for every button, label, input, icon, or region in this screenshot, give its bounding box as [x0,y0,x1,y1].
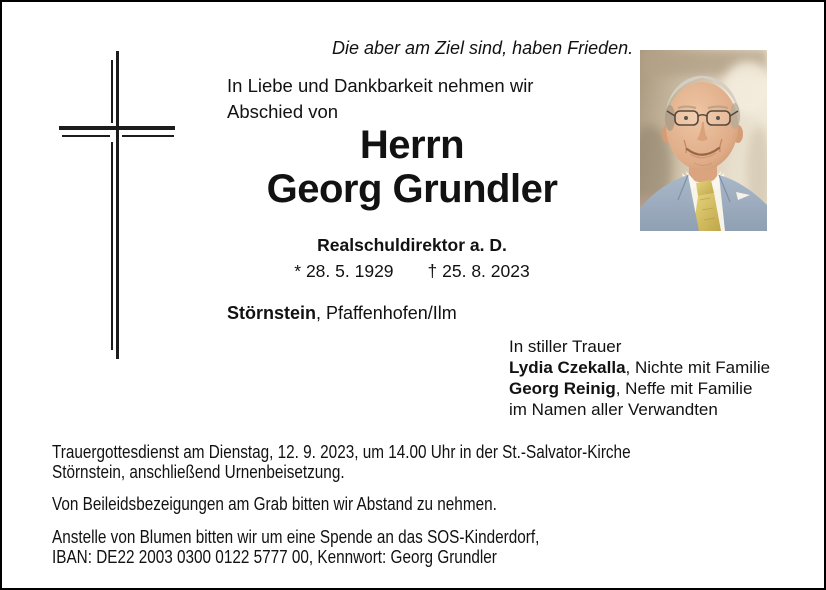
service-line-2: Störnstein, anschließend Urnenbeisetzung. [52,462,345,482]
salutation: Herrn [359,123,465,167]
mourning-closing: im Namen aller Verwandten [509,400,718,419]
mourning-header: In stiller Trauer [509,337,622,356]
mourner-2-name: Georg Reinig [509,379,616,398]
intro-text [227,73,533,125]
mourner-1 [509,357,770,378]
intro-line-1: In Liebe und Dankbarkeit nehmen wir [227,75,534,96]
professional-title: Realschuldirektor a. D. [317,235,507,255]
mourner-2-relation: , Neffe mit Familie [615,379,753,398]
mourner-1-name: Lydia Czekalla [509,358,626,377]
cross-thin-horizontal-right [122,135,174,137]
residence-line [227,303,457,324]
mourner-2 [509,378,770,399]
service-info [52,442,631,482]
death-date: † 25. 8. 2023 [427,261,530,281]
cross-thin-vertical-top [111,60,113,123]
deceased-block [182,123,642,281]
portrait-photo [640,50,767,231]
service-line-1: Trauergottesdienst am Dienstag, 12. 9. 2023, um 14.00 Uhr in der St.-Salvator-Kirche [52,442,631,462]
life-dates [182,261,642,281]
residence-rest: , Pfaffenhofen/Ilm [316,303,457,323]
donation-line-2: IBAN: DE22 2003 0300 0122 5777 00, Kennwort: Georg Grundler [52,547,497,567]
intro-line-2: Abschied von [227,101,339,122]
residence-city: Störnstein [227,303,317,323]
donation-line-1: Anstelle von Blumen bitten wir um eine Spende an das SOS-Kinderdorf, [52,527,540,547]
donation-info [52,527,539,567]
cross-thin-vertical-bottom [111,142,113,350]
deceased-name: Georg Grundler [266,167,558,211]
mourners-block [509,336,770,420]
scripture-quote: Die aber am Ziel sind, haben Frieden. [332,38,634,58]
cross-thick-vertical [116,51,119,359]
condolence-note: Von Beileidsbezeigungen am Grab bitten wir Abstand zu nehmen. [52,494,497,514]
mourner-1-relation: , Nichte mit Familie [625,358,771,377]
portrait-photo-graphic [640,50,767,231]
birth-date: * 28. 5. 1929 [294,261,394,281]
cross-thin-horizontal-left [62,135,110,137]
cross-thick-horizontal [59,126,175,130]
